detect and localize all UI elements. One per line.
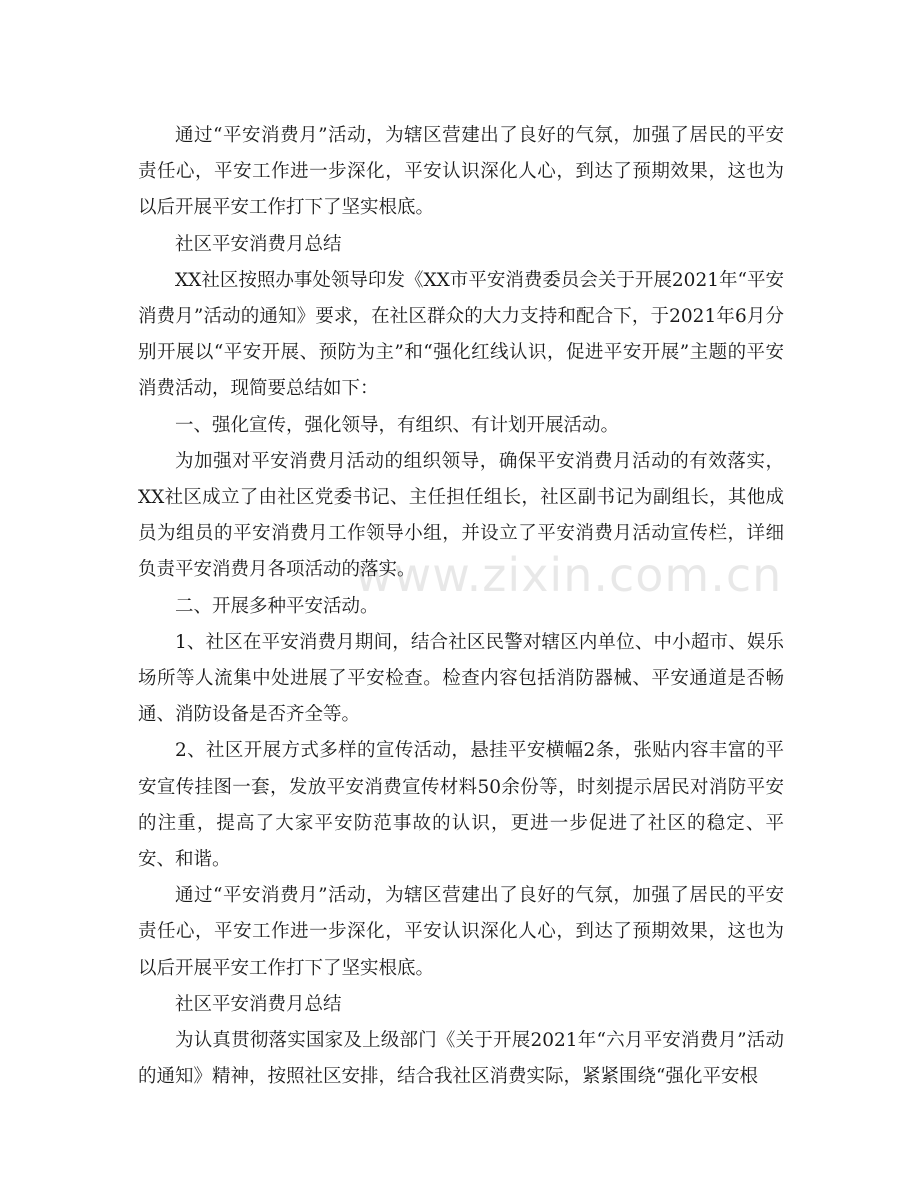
subheading-2: 二、开展多种平安活动。 [175, 595, 379, 617]
section-heading-2: 社区平安消费月总结 [175, 993, 342, 1015]
paragraph-4: 1、社区在平安消费月期间，结合社区民警对辖区内单位、中小超市、娱乐场所等人流集中处进展了平安检查。检查内容包括消防器械、平安通道是否畅通、消防设备是否齐全等。 [138, 631, 784, 726]
subheading-1: 一、强化宣传，强化领导，有组织、有计划开展活动。 [175, 414, 620, 436]
section-heading-1: 社区平安消费月总结 [175, 233, 342, 255]
paragraph-6: 通过“平安消费月”活动，为辖区营建出了良好的气氛，加强了居民的平安责任心，平安工作进一步深化，平安认识深化人心，到达了预期效果，这也为以后开展平安工作打下了坚实根底。 [138, 885, 784, 979]
paragraph-3: 为加强对平安消费月活动的组织领导，确保平安消费月活动的有效落实，XX社区成立了由社区党委书记、主任担任组长，社区副书记为副组长，其他成员为组员的平安消费月工作领导小组，并设立了平安消费月活动宣传栏，详细负责平安消费月各项活动的落实。 [138, 450, 784, 581]
paragraph-7: 为认真贯彻落实国家及上级部门《关于开展2021年“六月平安消费月”活动的通知》精神，按照社区安排，结合我社区消费实际，紧紧围绕“强化平安根 [138, 1030, 784, 1088]
watermark: www.zixin.com.cn [355, 548, 783, 602]
document-body [138, 118, 784, 1095]
paragraph-1: 通过“平安消费月”活动，为辖区营建出了良好的气氛，加强了居民的平安责任心，平安工作进一步深化，平安认识深化人心，到达了预期效果，这也为以后开展平安工作打下了坚实根底。 [138, 125, 784, 219]
paragraph-5: 2、社区开展方式多样的宣传活动，悬挂平安横幅2条，张贴内容丰富的平安宣传挂图一套，发放平安消费宣传材料50余份等，时刻提示居民对消防平安的注重，提高了大家平安防范事故的认识，更进一步促进了社区的稳定、平安、和谐。 [138, 740, 784, 871]
paragraph-2: XX社区按照办事处领导印发《XX市平安消费委员会关于开展2021年“平安消费月”活动的通知》要求，在社区群众的大力支持和配合下，于2021年6月分别开展以“平安开展、预防为主”和“强化红线认识，促进平安开展”主题的平安消费活动，现简要总结如下： [138, 269, 784, 400]
